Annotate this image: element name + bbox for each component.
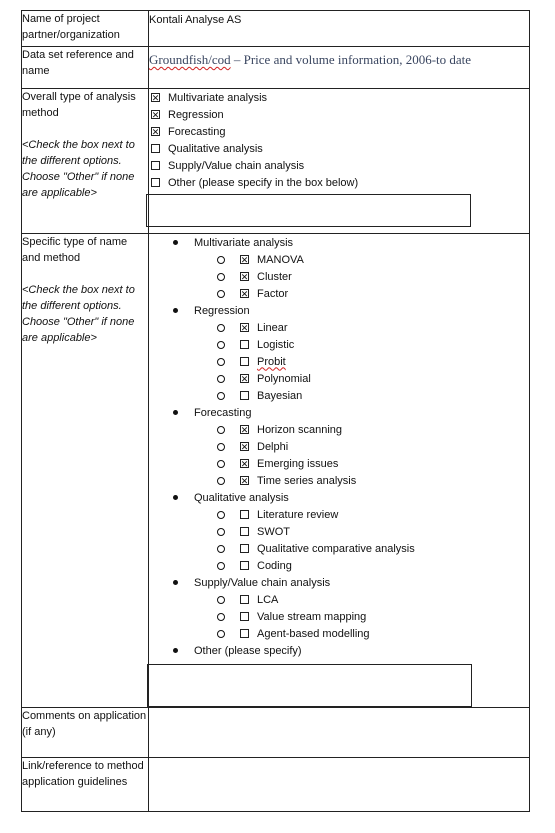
checkbox[interactable] (151, 178, 160, 187)
bullet-icon (173, 648, 178, 653)
partner-label-cell (22, 11, 149, 47)
dataset-label: Data set reference and name (22, 49, 134, 77)
method-option-label: Polynomial (257, 372, 311, 385)
overall-option-row (151, 140, 529, 157)
circle-bullet-icon (217, 273, 225, 281)
overall-option-row (151, 174, 529, 191)
circle-bullet-icon (217, 511, 225, 519)
dataset-value-cell (149, 47, 530, 89)
method-option-label: Coding (257, 559, 292, 572)
comments-label-cell (22, 708, 149, 758)
method-group (149, 302, 529, 319)
method-option-row (149, 557, 529, 574)
circle-bullet-icon (217, 528, 225, 536)
checkbox[interactable]: ✕ (240, 271, 249, 282)
method-option-label: Factor (257, 287, 289, 300)
overall-option-row (151, 157, 529, 174)
bullet-icon (173, 308, 178, 313)
comments-label: Comments on application (if any) (22, 710, 147, 738)
method-option-row (149, 608, 529, 625)
overall-option-label: Qualitative analysis (168, 142, 263, 155)
checkbox[interactable]: ✕ (240, 458, 249, 469)
dataset-label-cell (22, 47, 149, 89)
method-option-label: Literature review (257, 508, 339, 521)
checkbox[interactable] (151, 144, 160, 153)
circle-bullet-icon (217, 545, 225, 553)
method-option-row (149, 353, 529, 370)
overall-option-label: Multivariate analysis (168, 91, 268, 104)
circle-bullet-icon (217, 596, 225, 604)
circle-bullet-icon (217, 426, 225, 434)
method-option-label: Agent-based modelling (257, 627, 370, 640)
method-option-label: Cluster (257, 270, 292, 283)
checkbox[interactable]: ✕ (240, 424, 249, 435)
method-form-table (21, 10, 530, 812)
method-option-row (149, 523, 529, 540)
method-option-row (149, 421, 529, 438)
overall-option-label: Forecasting (168, 125, 226, 138)
circle-bullet-icon (217, 443, 225, 451)
method-option-row (149, 319, 529, 336)
method-option-label: Qualitative comparative analysis (257, 542, 415, 555)
checkbox[interactable]: ✕ (240, 373, 249, 384)
method-option-label: LCA (257, 593, 279, 606)
method-group-label: Forecasting (194, 406, 252, 419)
circle-bullet-icon (217, 341, 225, 349)
method-option-row (149, 506, 529, 523)
checkbox[interactable]: ✕ (240, 475, 249, 486)
method-option-label: Linear (257, 321, 288, 334)
method-option-label: Delphi (257, 440, 289, 453)
circle-bullet-icon (217, 290, 225, 298)
method-option-row (149, 591, 529, 608)
circle-bullet-icon (217, 613, 225, 621)
checkbox[interactable]: ✕ (240, 441, 249, 452)
link-label-cell (22, 758, 149, 812)
checkbox[interactable] (240, 357, 249, 366)
specific-other-textbox[interactable] (147, 664, 472, 707)
checkbox[interactable] (240, 561, 249, 570)
specific-value-cell (149, 234, 530, 708)
overall-hint: <Check the box next to the different options. Choose "Other" if none are applicable> (22, 139, 135, 199)
dataset-name-part1: Groundfish/cod (149, 52, 231, 67)
partner-value: Kontali Analyse AS (149, 14, 242, 26)
method-group-label: Multivariate analysis (194, 236, 294, 249)
method-option-row (149, 455, 529, 472)
checkbox[interactable] (240, 629, 249, 638)
overall-label-cell (22, 89, 149, 234)
method-option-row (149, 625, 529, 642)
method-group (149, 489, 529, 506)
method-option-row (149, 268, 529, 285)
method-option-row (149, 438, 529, 455)
method-option-label: Time series analysis (257, 474, 357, 487)
checkbox[interactable]: ✕ (240, 288, 249, 299)
method-option-row (149, 472, 529, 489)
method-option-label: Probit (257, 355, 286, 368)
method-group-label: Other (please specify) (194, 644, 302, 657)
circle-bullet-icon (217, 630, 225, 638)
specific-options-list (149, 234, 529, 659)
method-option-label: Logistic (257, 338, 295, 351)
method-option-label: Horizon scanning (257, 423, 342, 436)
bullet-icon (173, 580, 178, 585)
partner-label: Name of project partner/organization (22, 13, 120, 41)
checkbox[interactable] (151, 161, 160, 170)
comments-value-cell[interactable] (149, 708, 530, 758)
method-option-row (149, 336, 529, 353)
overall-option-label: Supply/Value chain analysis (168, 159, 305, 172)
method-option-row (149, 387, 529, 404)
overall-value-cell (149, 89, 530, 234)
overall-option-row (151, 89, 529, 106)
overall-option-label: Other (please specify in the box below) (168, 176, 359, 189)
circle-bullet-icon (217, 256, 225, 264)
checkbox[interactable] (240, 391, 249, 400)
overall-option-row (151, 123, 529, 140)
method-option-label: Value stream mapping (257, 610, 367, 623)
checkbox[interactable] (240, 527, 249, 536)
bullet-icon (173, 240, 178, 245)
method-group (149, 574, 529, 591)
method-option-row (149, 370, 529, 387)
circle-bullet-icon (217, 477, 225, 485)
checkbox[interactable]: ✕ (151, 126, 160, 137)
method-group (149, 642, 529, 659)
circle-bullet-icon (217, 460, 225, 468)
method-option-label: Bayesian (257, 389, 303, 402)
link-label: Link/reference to method application guidelines (22, 760, 144, 788)
overall-option-label: Regression (168, 108, 224, 121)
bullet-icon (173, 495, 178, 500)
link-value-cell[interactable] (149, 758, 530, 812)
specific-label-cell (22, 234, 149, 708)
method-group (149, 404, 529, 421)
method-group-label: Qualitative analysis (194, 491, 289, 504)
method-group (149, 234, 529, 251)
circle-bullet-icon (217, 324, 225, 332)
partner-value-cell (149, 11, 530, 47)
circle-bullet-icon (217, 392, 225, 400)
method-group-label: Regression (194, 304, 250, 317)
method-group-label: Supply/Value chain analysis (194, 576, 331, 589)
method-option-label: MANOVA (257, 253, 304, 266)
circle-bullet-icon (217, 358, 225, 366)
circle-bullet-icon (217, 375, 225, 383)
method-option-row (149, 251, 529, 268)
checkbox[interactable]: ✕ (151, 92, 160, 103)
method-option-row (149, 285, 529, 302)
overall-option-row (151, 106, 529, 123)
method-option-label: SWOT (257, 525, 290, 538)
method-option-row (149, 540, 529, 557)
circle-bullet-icon (217, 562, 225, 570)
checkbox[interactable] (240, 544, 249, 553)
specific-label: Specific type of name and method (22, 236, 128, 264)
overall-options-list (149, 89, 529, 191)
checkbox[interactable] (240, 340, 249, 349)
checkbox[interactable]: ✕ (151, 109, 160, 120)
checkbox[interactable]: ✕ (240, 322, 249, 333)
overall-other-textbox[interactable] (146, 194, 471, 227)
method-option-label: Emerging issues (257, 457, 339, 470)
dataset-name-part2: – Price and volume information, 2006-to date (230, 52, 472, 67)
overall-label: Overall type of analysis method (22, 91, 136, 119)
checkbox[interactable] (240, 510, 249, 519)
specific-hint: <Check the box next to the different options. Choose "Other" if none are applicable> (22, 284, 135, 344)
checkbox[interactable] (240, 595, 249, 604)
checkbox[interactable] (240, 612, 249, 621)
checkbox[interactable]: ✕ (240, 254, 249, 265)
bullet-icon (173, 410, 178, 415)
